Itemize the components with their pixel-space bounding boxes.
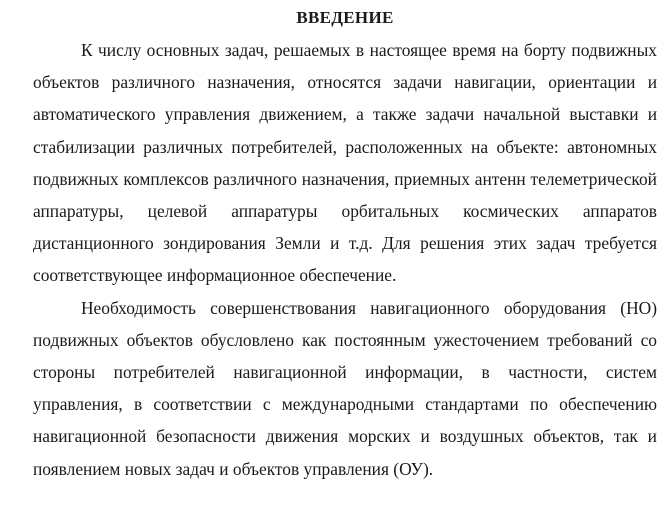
document-heading: ВВЕДЕНИЕ bbox=[296, 8, 394, 27]
paragraph-1: К числу основных задач, решаемых в настоящее время на борту подвижных объектов различного назначения, относятся задачи навигации, ориентации и автоматического управления движением, а также задачи начальной выставки и стабилизации различных потребителей, расположенных на объекте: автономных подвижных комплексов различного назначения, приемных антенн телеметрической аппаратуры, целевой аппаратуры орбитальных космических аппаратов дистанционного зондирования Земли и т.д. Для решения этих задач требуется соответствующее информационное обеспечение. bbox=[33, 40, 657, 286]
paragraph-2: Необходимость совершенствования навигационного оборудования (НО) подвижных объектов обусловлено как постоянным ужесточением требований со стороны потребителей навигационной информации, в частности, систем управления, в соответствии с международными стандартами по обеспечению навигационной безопасности движения морских и воздушных объектов, так и появлением новых задач и объектов управления (ОУ). bbox=[33, 297, 657, 479]
document-page bbox=[33, 6, 657, 485]
